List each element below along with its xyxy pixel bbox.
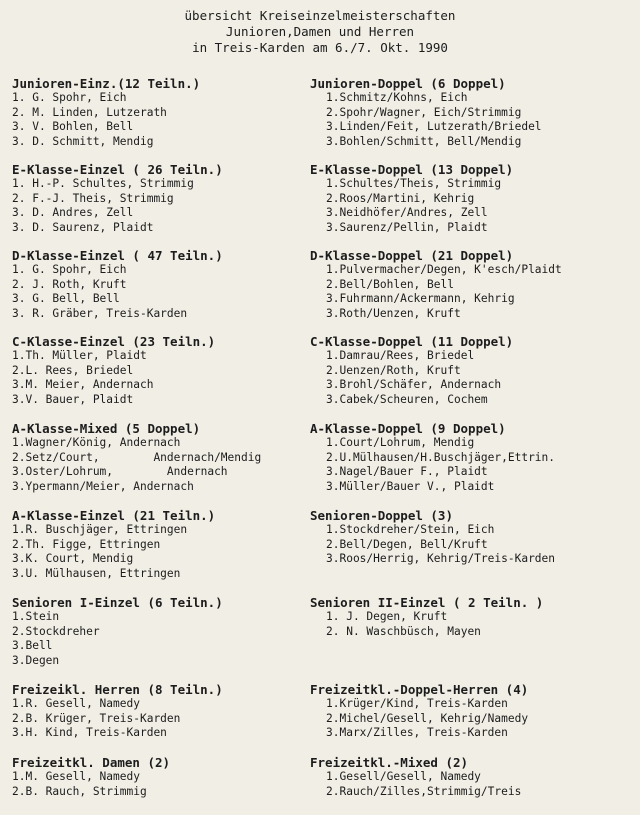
result-section: [12, 334, 215, 407]
result-entry: 2.Stockdreher: [12, 624, 100, 638]
section-title: Senioren-Doppel (3): [310, 508, 453, 523]
result-entry: 3.H. Kind, Treis-Karden: [12, 726, 167, 739]
result-section: [310, 755, 521, 799]
result-entry: 1.Schultes/Theis, Strimmig: [326, 177, 502, 190]
section-title: D-Klasse-Einzel ( 47 Teiln.): [12, 248, 223, 263]
result-entry: 3. R. Gräber, Treis-Karden: [12, 306, 188, 320]
result-entry: 1.Th. Müller, Plaidt: [12, 349, 147, 362]
result-entry: 1.R. Buschjäger, Ettringen: [12, 523, 188, 536]
section-title: Freizeitkl. Damen (2): [12, 755, 171, 770]
result-section: [12, 162, 223, 235]
result-entry: 2.U.Mülhausen/H.Buschjäger,Ettrin.: [326, 450, 556, 464]
section-title: Freizeikl. Herren (8 Teiln.): [12, 682, 223, 697]
result-entry: 3.Degen: [12, 653, 60, 667]
result-entry: 2.Spohr/Wagner, Eich/Strimmig: [326, 105, 522, 119]
header-event-info: in Treis-Karden am 6./7. Okt. 1990: [192, 40, 448, 55]
result-entry: 2.Rauch/Zilles,Strimmig/Treis: [326, 784, 522, 798]
result-entry: 3. G. Bell, Bell: [12, 292, 120, 305]
result-entry: 3. D. Schmitt, Mendig: [12, 134, 154, 148]
result-entry: 1.R. Gesell, Namedy: [12, 697, 140, 710]
result-entry: 2.Setz/Court, Andernach/Mendig: [12, 450, 262, 464]
result-entry: 1.Krüger/Kind, Treis-Karden: [326, 697, 508, 710]
result-entry: 3.Bell: [12, 639, 53, 652]
result-entry: 1.Stein: [12, 610, 60, 623]
result-entry: 3.Ypermann/Meier, Andernach: [12, 479, 194, 493]
result-entry: 3.Nagel/Bauer F., Plaidt: [326, 465, 488, 478]
result-entry: 2. J. Roth, Kruft: [12, 277, 127, 291]
result-entry: 1.Pulvermacher/Degen, K'esch/Plaidt: [326, 263, 562, 276]
result-entry: 2.Bell/Degen, Bell/Kruft: [326, 537, 488, 551]
result-entry: 3.Cabek/Scheuren, Cochem: [326, 392, 488, 406]
result-entry: 3.Brohl/Schäfer, Andernach: [326, 378, 502, 391]
result-entry: 2.Roos/Martini, Kehrig: [326, 191, 475, 205]
result-section: [310, 334, 513, 407]
result-section: [310, 508, 555, 567]
result-entry: 2. F.-J. Theis, Strimmig: [12, 191, 174, 205]
result-entry: 3.Neidhöfer/Andres, Zell: [326, 206, 488, 219]
result-entry: 2.B. Rauch, Strimmig: [12, 784, 147, 798]
section-title: Junioren-Doppel (6 Doppel): [310, 76, 506, 91]
header-title: übersicht Kreiseinzelmeisterschaften: [184, 8, 456, 23]
result-section: [12, 755, 170, 799]
section-title: C-Klasse-Doppel (11 Doppel): [310, 334, 514, 349]
section-title: A-Klasse-Mixed (5 Doppel): [12, 421, 201, 436]
result-entry: 3.V. Bauer, Plaidt: [12, 392, 134, 406]
section-title: Junioren-Einz.(12 Teiln.): [12, 76, 201, 91]
result-entry: 3.Roos/Herrig, Kehrig/Treis-Karden: [326, 552, 556, 565]
result-section: [12, 421, 261, 494]
result-entry: 2.B. Krüger, Treis-Karden: [12, 711, 181, 725]
result-entry: 1.M. Gesell, Namedy: [12, 770, 140, 783]
result-entry: 1.Court/Lohrum, Mendig: [326, 436, 475, 449]
result-entry: 2. M. Linden, Lutzerath: [12, 105, 167, 119]
result-entry: 1. H.-P. Schultes, Strimmig: [12, 177, 194, 190]
section-title: Senioren I-Einzel (6 Teiln.): [12, 595, 223, 610]
result-section: [12, 595, 223, 668]
result-section: [12, 508, 215, 581]
section-title: A-Klasse-Einzel (21 Teiln.): [12, 508, 216, 523]
result-entry: 3.Marx/Zilles, Treis-Karden: [326, 726, 508, 739]
result-section: [12, 76, 200, 149]
result-entry: 2.L. Rees, Briedel: [12, 363, 134, 377]
result-section: [12, 248, 223, 321]
section-title: E-Klasse-Doppel (13 Doppel): [310, 162, 514, 177]
result-entry: 3. D. Andres, Zell: [12, 206, 134, 219]
section-title: A-Klasse-Doppel (9 Doppel): [310, 421, 506, 436]
result-entry: 3.Bohlen/Schmitt, Bell/Mendig: [326, 134, 522, 148]
result-entry: 2.Th. Figge, Ettringen: [12, 537, 161, 551]
section-title: Freizeitkl.-Mixed (2): [310, 755, 469, 770]
result-entry: 1. G. Spohr, Eich: [12, 263, 127, 276]
result-entry: 3.Oster/Lohrum, Andernach: [12, 465, 228, 478]
result-section: [12, 682, 223, 741]
section-title: Senioren II-Einzel ( 2 Teiln. ): [310, 595, 544, 610]
section-title: Freizeitkl.-Doppel-Herren (4): [310, 682, 529, 697]
section-title: C-Klasse-Einzel (23 Teiln.): [12, 334, 216, 349]
result-entry: 1.Damrau/Rees, Briedel: [326, 349, 475, 362]
result-section: [310, 248, 562, 321]
result-entry: 2.Michel/Gesell, Kehrig/Namedy: [326, 711, 529, 725]
result-entry: 1. G. Spohr, Eich: [12, 91, 127, 104]
result-entry: 2.Bell/Bohlen, Bell: [326, 277, 454, 291]
result-section: [310, 76, 542, 149]
result-section: [310, 682, 528, 741]
result-entry: 3. V. Bohlen, Bell: [12, 120, 134, 133]
header-subtitle: Junioren,Damen und Herren: [225, 24, 415, 39]
result-entry: 3.Müller/Bauer V., Plaidt: [326, 479, 495, 493]
result-section: [310, 421, 555, 494]
result-entry: 3.Linden/Feit, Lutzerath/Briedel: [326, 120, 542, 133]
result-entry: 3.K. Court, Mendig: [12, 552, 134, 565]
result-entry: 3.Saurenz/Pellin, Plaidt: [326, 220, 488, 234]
result-entry: 2. N. Waschbüsch, Mayen: [326, 624, 481, 638]
result-entry: 1.Wagner/König, Andernach: [12, 436, 181, 449]
section-title: E-Klasse-Einzel ( 26 Teiln.): [12, 162, 223, 177]
result-entry: 3.Fuhrmann/Ackermann, Kehrig: [326, 292, 515, 305]
result-section: [310, 162, 513, 235]
result-entry: 1. J. Degen, Kruft: [326, 610, 448, 623]
result-entry: 3.M. Meier, Andernach: [12, 378, 154, 391]
document-header: [0, 8, 640, 56]
section-title: D-Klasse-Doppel (21 Doppel): [310, 248, 514, 263]
result-entry: 2.Uenzen/Roth, Kruft: [326, 363, 461, 377]
result-entry: 3.Roth/Uenzen, Kruft: [326, 306, 461, 320]
result-entry: 1.Stockdreher/Stein, Eich: [326, 523, 495, 536]
result-section: [310, 595, 543, 639]
result-entry: 3.U. Mülhausen, Ettringen: [12, 566, 181, 580]
result-entry: 1.Gesell/Gesell, Namedy: [326, 770, 481, 783]
result-entry: 1.Schmitz/Kohns, Eich: [326, 91, 468, 104]
result-entry: 3. D. Saurenz, Plaidt: [12, 220, 154, 234]
